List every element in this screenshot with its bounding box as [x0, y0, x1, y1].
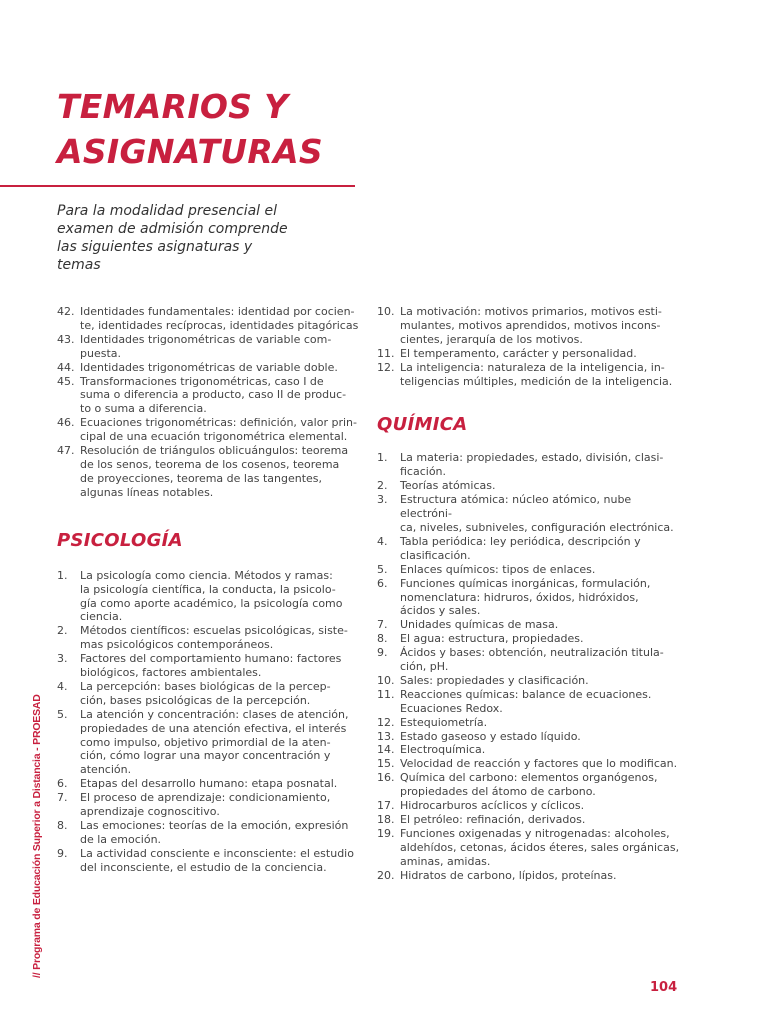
trig-topic-list — [57, 305, 363, 500]
item-number: 2. — [377, 479, 388, 493]
page-title-line: TEMARIOS Y — [57, 87, 289, 126]
list-item — [57, 375, 363, 417]
list-item — [377, 716, 683, 730]
page-number: 104 — [650, 980, 678, 995]
item-text-line: Estequiometría. — [400, 715, 488, 729]
item-text-line: nomenclatura: hidruros, óxidos, hidróxidos, — [400, 590, 639, 604]
item-text — [400, 799, 683, 813]
item-text-line: Factores del comportamiento humano: factores — [80, 652, 342, 666]
item-text — [80, 361, 363, 375]
item-text-line: biológicos, factores ambientales. — [80, 666, 262, 680]
item-text-line: Métodos científicos: escuelas psicológicas, siste- — [80, 624, 348, 638]
intro-line: Para la modalidad presencial el — [57, 203, 278, 219]
item-text-line: La materia: propiedades, estado, división, clasi- — [400, 451, 664, 465]
item-text-line: Identidades trigonométricas de variable doble. — [80, 360, 338, 374]
item-number: 42. — [57, 305, 75, 318]
list-item — [377, 563, 683, 577]
item-number: 44. — [57, 360, 75, 374]
item-number: 16. — [377, 771, 395, 785]
program-name: // Programa de Educación Superior a Distancia - PROESAD — [31, 694, 43, 978]
item-text-line: Sales: propiedades y clasificación. — [400, 673, 589, 687]
item-text — [80, 791, 363, 819]
item-text-line: Teorías atómicas. — [400, 479, 496, 493]
item-text-line: de los senos, teorema de los cosenos, teorema — [80, 457, 340, 471]
list-item — [377, 305, 683, 347]
item-number: 11. — [377, 346, 395, 360]
item-number: 8. — [57, 819, 68, 832]
list-item — [57, 444, 363, 500]
list-item — [377, 688, 683, 716]
list-item — [57, 708, 363, 778]
psicologia-topic-list-continued — [377, 305, 683, 388]
item-text-line: El proceso de aprendizaje: condicionamiento, — [80, 791, 331, 805]
item-text-line: aldehídos, cetonas, ácidos éteres, sales orgánicas, — [400, 840, 680, 854]
list-item — [377, 646, 683, 674]
item-text-line: Transformaciones trigonométricas, caso I de — [80, 374, 324, 388]
item-number: 11. — [377, 687, 395, 701]
item-text — [80, 569, 363, 625]
list-item — [377, 347, 683, 361]
list-item — [377, 451, 683, 479]
list-item — [377, 632, 683, 646]
item-text-line: cipal de una ecuación trigonométrica elemental. — [80, 430, 348, 444]
list-item — [377, 674, 683, 688]
list-item — [377, 361, 683, 389]
list-item — [57, 569, 363, 625]
page-title — [57, 84, 323, 174]
intro-line: las siguientes asignaturas y — [57, 239, 253, 255]
item-text — [400, 535, 683, 563]
item-text — [80, 777, 363, 791]
item-number: 5. — [57, 707, 68, 721]
item-text-line: Resolución de triángulos oblicuángulos: teorema — [80, 444, 349, 458]
item-text — [80, 708, 363, 778]
item-number: 46. — [57, 416, 75, 430]
item-text — [80, 624, 363, 652]
list-item — [57, 680, 363, 708]
item-text — [80, 375, 363, 417]
item-text-line: ción, bases psicológicas de la percepción. — [80, 693, 311, 707]
right-column — [377, 305, 683, 883]
intro-paragraph — [57, 202, 317, 274]
item-number: 43. — [57, 332, 75, 346]
item-text-line: Etapas del desarrollo humano: etapa posnatal. — [80, 777, 338, 791]
item-number: 19. — [377, 826, 395, 840]
item-text-line: Estructura atómica: núcleo atómico, nube electróni- — [400, 493, 632, 521]
item-text-line: Ecuaciones trigonométricas: definición, valor prin- — [80, 416, 357, 430]
item-text — [80, 652, 363, 680]
item-text-line: la psicología científica, la conducta, la psicolo- — [80, 582, 336, 596]
item-text — [400, 618, 683, 632]
item-number: 12. — [377, 715, 395, 729]
list-item — [377, 743, 683, 757]
item-text — [80, 305, 363, 333]
item-text — [400, 716, 683, 730]
item-text — [80, 847, 363, 875]
item-text-line: La motivación: motivos primarios, motivos esti- — [400, 305, 662, 318]
item-number: 2. — [57, 624, 68, 638]
item-number: 12. — [377, 360, 395, 374]
item-text-line: El agua: estructura, propiedades. — [400, 632, 584, 646]
item-text — [400, 730, 683, 744]
item-text-line: Unidades químicas de masa. — [400, 618, 559, 632]
item-text-line: suma o diferencia a producto, caso II de produc- — [80, 388, 347, 402]
item-text-line: del inconsciente, el estudio de la conciencia. — [80, 860, 327, 874]
list-item — [57, 305, 363, 333]
item-text — [400, 771, 683, 799]
item-text — [80, 680, 363, 708]
item-text-line: cientes, jerarquía de los motivos. — [400, 332, 583, 346]
item-text-line: ción, cómo lograr una mayor concentración y — [80, 749, 331, 763]
item-text-line: te, identidades recíprocas, identidades pitagóricas — [80, 318, 359, 332]
item-number: 15. — [377, 757, 395, 771]
item-number: 9. — [57, 846, 68, 860]
item-text-line: algunas líneas notables. — [80, 485, 214, 499]
item-text-line: Hidrocarburos acíclicos y cíclicos. — [400, 799, 585, 813]
item-text-line: propiedades de una atención efectiva, el interés — [80, 721, 347, 735]
list-item — [377, 493, 683, 535]
item-text-line: Química del carbono: elementos organógenos, — [400, 771, 658, 785]
item-text-line: La actividad consciente e inconsciente: el estudio — [80, 846, 354, 860]
list-item — [377, 771, 683, 799]
list-item — [377, 730, 683, 744]
item-number: 6. — [377, 576, 388, 590]
item-text-line: mas psicológicos contemporáneos. — [80, 638, 274, 652]
item-text-line: de la emoción. — [80, 832, 162, 846]
item-text-line: mulantes, motivos aprendidos, motivos incons- — [400, 318, 661, 332]
list-item — [57, 416, 363, 444]
item-number: 17. — [377, 799, 395, 813]
item-text-line: teligencias múltiples, medición de la inteligencia. — [400, 374, 673, 388]
item-text — [400, 674, 683, 688]
item-text-line: gía como aporte académico, la psicología como — [80, 596, 343, 610]
item-text-line: La psicología como ciencia. Métodos y ramas: — [80, 568, 333, 582]
item-text-line: atención. — [80, 763, 132, 777]
item-text-line: El temperamento, carácter y personalidad. — [400, 346, 637, 360]
item-text-line: to o suma a diferencia. — [80, 402, 207, 416]
item-text-line: ca, niveles, subniveles, configuración electrónica. — [400, 520, 674, 534]
intro-line: temas — [57, 257, 101, 273]
list-item — [57, 624, 363, 652]
item-text-line: ficación. — [400, 465, 447, 479]
item-text-line: Ecuaciones Redox. — [400, 701, 503, 715]
item-text — [400, 757, 683, 771]
item-text-line: El petróleo: refinación, derivados. — [400, 813, 586, 826]
item-text-line: Identidades trigonométricas de variable com- — [80, 332, 332, 346]
item-text — [400, 632, 683, 646]
item-text — [400, 563, 683, 577]
item-text-line: aminas, amidas. — [400, 854, 491, 868]
list-item — [377, 479, 683, 493]
item-text-line: Estado gaseoso y estado líquido. — [400, 729, 581, 743]
section-heading-psicologia: PSICOLOGÍA — [57, 529, 183, 551]
item-number: 4. — [57, 679, 68, 693]
list-item — [377, 799, 683, 813]
item-text — [400, 479, 683, 493]
item-text-line: ción, pH. — [400, 660, 449, 674]
item-text-line: propiedades del átomo de carbono. — [400, 785, 596, 799]
item-number: 13. — [377, 729, 395, 743]
psicologia-topic-list — [57, 569, 363, 875]
item-text-line: como impulso, objetivo primordial de la aten- — [80, 735, 331, 749]
item-text-line: Tabla periódica: ley periódica, descripción y — [400, 534, 641, 548]
item-text — [400, 688, 683, 716]
item-number: 47. — [57, 444, 75, 458]
title-divider — [0, 185, 355, 187]
item-number: 1. — [377, 451, 388, 465]
item-text — [400, 493, 683, 535]
item-text-line: Ácidos y bases: obtención, neutralización titula- — [400, 646, 664, 660]
quimica-topic-list — [377, 451, 683, 882]
item-number: 7. — [57, 791, 68, 805]
item-number: 18. — [377, 813, 395, 826]
item-text-line: Reacciones químicas: balance de ecuaciones. — [400, 687, 652, 701]
item-text-line: La percepción: bases biológicas de la percep- — [80, 679, 331, 693]
list-item — [57, 791, 363, 819]
item-number: 7. — [377, 618, 388, 632]
item-text-line: Hidratos de carbono, lípidos, proteínas. — [400, 868, 617, 882]
list-item — [377, 618, 683, 632]
item-number: 4. — [377, 534, 388, 548]
list-item — [57, 333, 363, 361]
item-text — [400, 743, 683, 757]
item-text-line: puesta. — [80, 346, 122, 360]
list-item — [377, 757, 683, 771]
item-text — [400, 451, 683, 479]
item-text-line: Las emociones: teorías de la emoción, expresión — [80, 819, 349, 832]
side-program-label — [31, 684, 45, 978]
item-text-line: Funciones químicas inorgánicas, formulación, — [400, 576, 651, 590]
item-text — [400, 813, 683, 827]
item-text — [80, 444, 363, 500]
item-text — [400, 577, 683, 619]
item-text-line: Velocidad de reacción y factores que lo modifican. — [400, 757, 678, 771]
list-item — [57, 819, 363, 847]
item-text — [400, 347, 683, 361]
item-number: 10. — [377, 305, 395, 318]
item-number: 14. — [377, 743, 395, 757]
list-item — [57, 361, 363, 375]
item-number: 8. — [377, 632, 388, 646]
list-item — [377, 869, 683, 883]
list-item — [377, 577, 683, 619]
list-item — [57, 847, 363, 875]
item-number: 1. — [57, 568, 68, 582]
item-text-line: Funciones oxigenadas y nitrogenadas: alcoholes, — [400, 826, 670, 840]
item-number: 9. — [377, 646, 388, 660]
item-text-line: ciencia. — [80, 610, 123, 624]
item-number: 3. — [57, 652, 68, 666]
item-text — [400, 869, 683, 883]
item-text-line: Enlaces químicos: tipos de enlaces. — [400, 562, 596, 576]
item-number: 45. — [57, 374, 75, 388]
item-text-line: aprendizaje cognoscitivo. — [80, 805, 220, 819]
list-item — [377, 827, 683, 869]
intro-line: examen de admisión comprende — [57, 221, 288, 237]
item-text-line: La inteligencia: naturaleza de la inteligencia, in- — [400, 360, 665, 374]
page-title-line: ASIGNATURAS — [57, 132, 323, 171]
item-text — [400, 646, 683, 674]
item-number: 5. — [377, 562, 388, 576]
left-column — [57, 305, 363, 875]
item-text-line: ácidos y sales. — [400, 604, 481, 618]
item-text-line: de proyecciones, teorema de las tangentes, — [80, 471, 322, 485]
item-text — [80, 416, 363, 444]
item-text — [80, 333, 363, 361]
item-text — [400, 361, 683, 389]
item-text-line: La atención y concentración: clases de atención, — [80, 707, 349, 721]
item-text — [400, 305, 683, 347]
item-text-line: clasificación. — [400, 548, 471, 562]
list-item — [57, 777, 363, 791]
section-heading-quimica: QUÍMICA — [377, 414, 468, 436]
item-number: 6. — [57, 777, 68, 791]
item-number: 3. — [377, 493, 388, 507]
item-text-line: Electroquímica. — [400, 743, 486, 757]
list-item — [377, 813, 683, 827]
list-item — [57, 652, 363, 680]
item-number: 10. — [377, 673, 395, 687]
item-text — [400, 827, 683, 869]
item-text-line: Identidades fundamentales: identidad por cocien- — [80, 305, 355, 318]
item-number: 20. — [377, 868, 395, 882]
list-item — [377, 535, 683, 563]
item-text — [80, 819, 363, 847]
